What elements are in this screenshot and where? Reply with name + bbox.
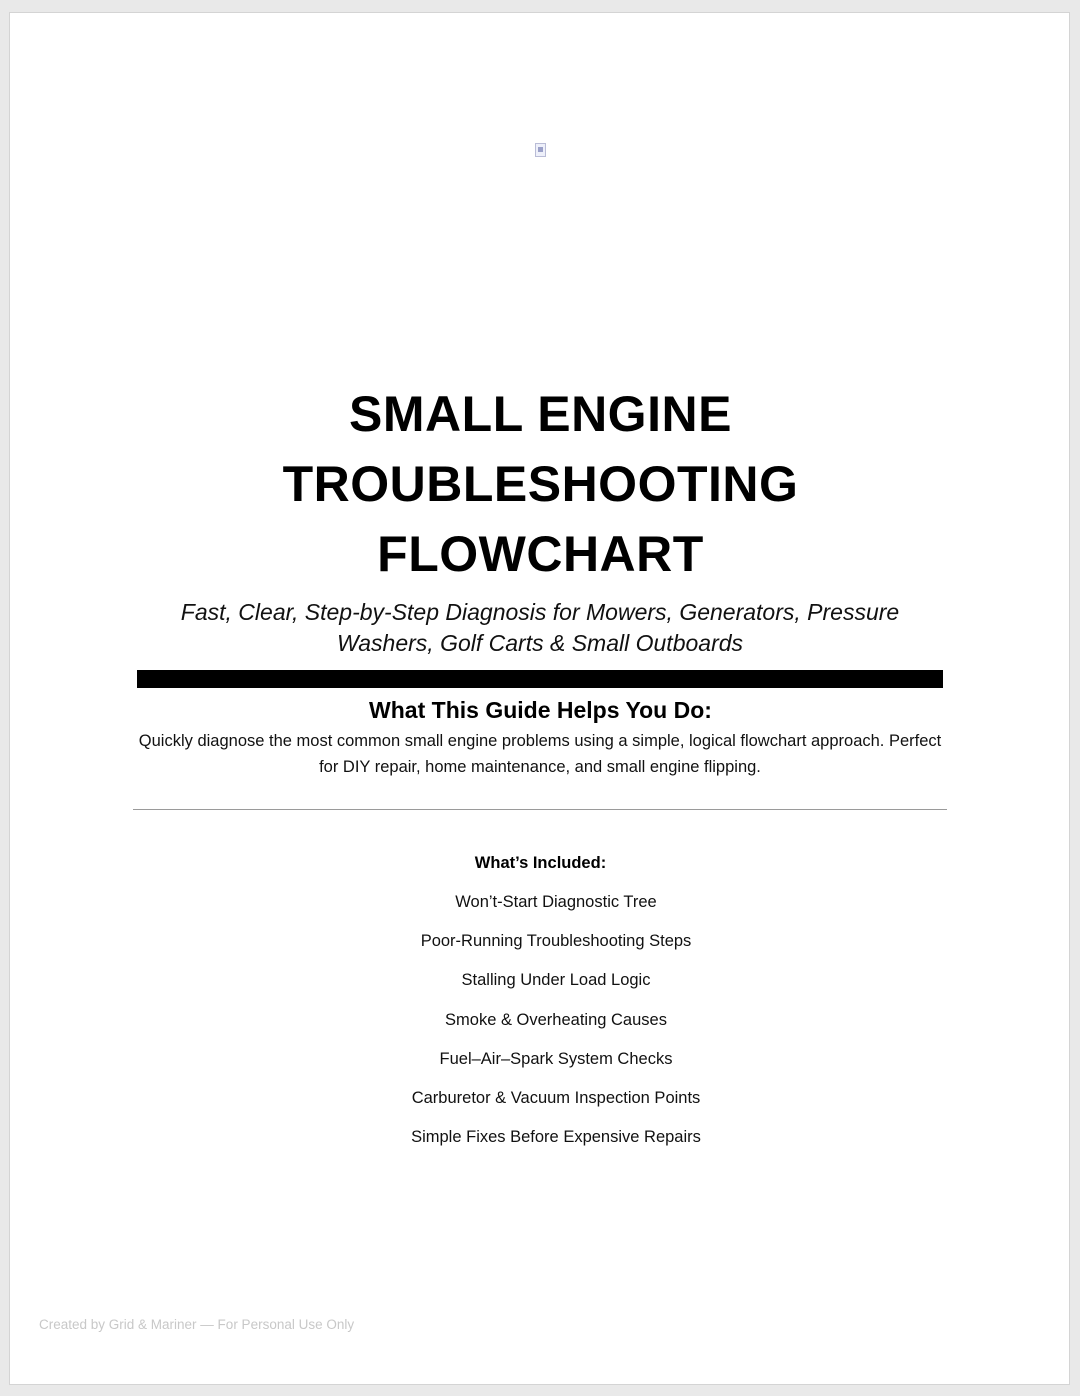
thin-divider — [133, 809, 947, 810]
list-item: Smoke & Overheating Causes — [445, 1010, 667, 1029]
broken-image-icon — [535, 143, 546, 157]
included-heading: What’s Included: — [474, 854, 607, 872]
list-item: Carburetor & Vacuum Inspection Points — [411, 1088, 701, 1107]
list-item: Simple Fixes Before Expensive Repairs — [411, 1128, 701, 1147]
footer-credit: Created by Grid & Mariner — For Personal Use Only — [39, 1317, 355, 1332]
list-item: Stalling Under Load Logic — [461, 971, 651, 990]
list-item: Won’t-Start Diagnostic Tree — [455, 893, 657, 911]
document-subtitle: Fast, Clear, Step-by-Step Diagnosis for Mowers, Generators, Pressure Washers, Golf Carts & Small Outboards — [180, 599, 900, 656]
document-title — [10, 379, 1071, 589]
title-line: TROUBLESHOOTING — [282, 456, 799, 512]
title-line: FLOWCHART — [377, 526, 704, 582]
helps-body: Quickly diagnose the most common small engine problems using a simple, logical flowchart approach. Perfect for DIY repair, home maintenance, and small engine flipping. — [138, 732, 942, 776]
helps-heading: What This Guide Helps You Do: — [369, 697, 712, 723]
title-line: SMALL ENGINE — [349, 386, 732, 442]
included-list — [10, 891, 1080, 1165]
thick-divider — [137, 670, 943, 688]
document-page — [9, 12, 1070, 1385]
list-item: Poor-Running Troubleshooting Steps — [420, 932, 692, 951]
list-item: Fuel–Air–Spark System Checks — [439, 1049, 673, 1068]
